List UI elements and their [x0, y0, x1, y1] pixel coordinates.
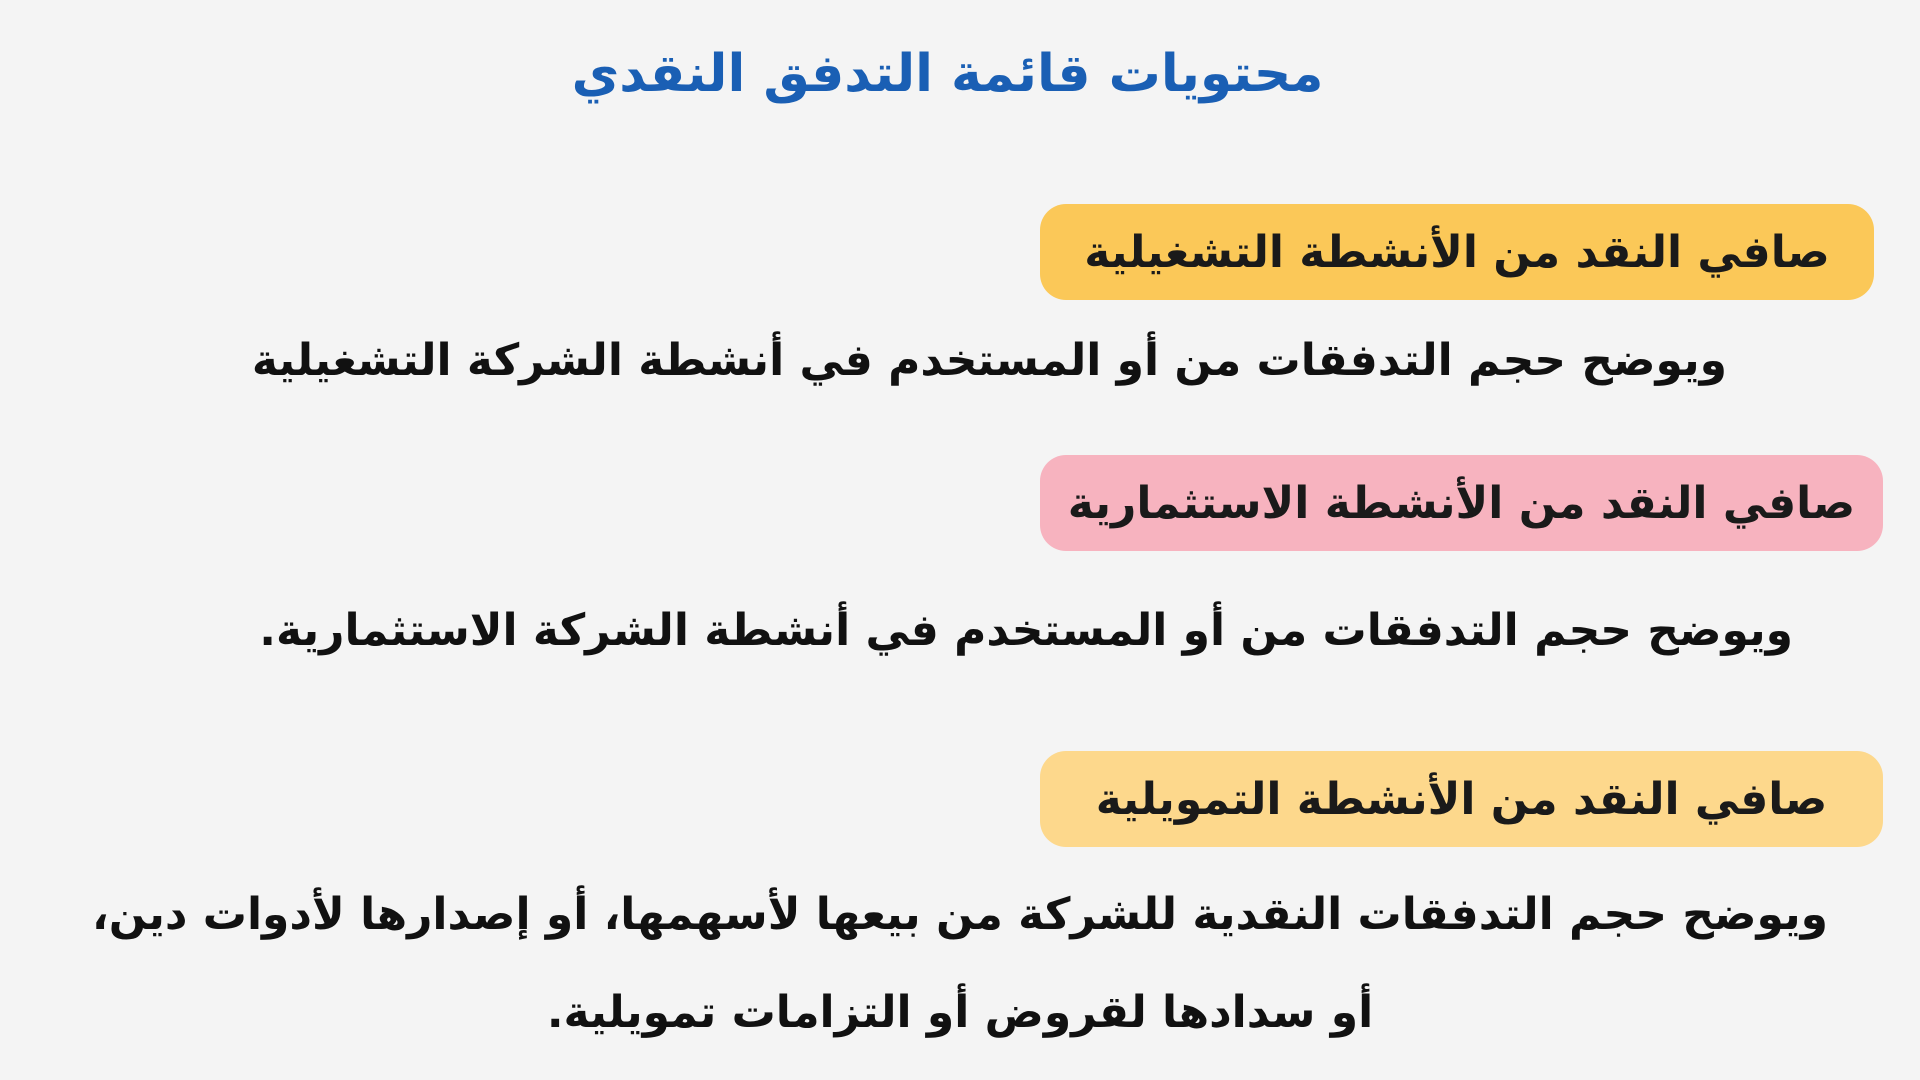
financing-activities-heading-text: صافي النقد من الأنشطة التمويلية — [1095, 773, 1828, 825]
investing-activities-heading-text: صافي النقد من الأنشطة الاستثمارية — [1067, 477, 1856, 529]
financing-activities-heading — [1040, 751, 1883, 847]
financing-description-line-1: ويوضح حجم التدفقات النقدية للشركة من بيعها لأسهمها، أو إصدارها لأدوات دين، — [92, 889, 1828, 940]
financing-description-line-2: أو سدادها لقروض أو التزامات تمويلية. — [546, 987, 1374, 1038]
slide-title: محتويات قائمة التدفق النقدي — [571, 44, 1324, 104]
investing-activities-description: ويوضح حجم التدفقات من أو المستخدم في أنشطة الشركة الاستثمارية. — [259, 605, 1793, 656]
operating-activities-heading-text: صافي النقد من الأنشطة التشغيلية — [1084, 226, 1830, 278]
financing-activities-description — [0, 866, 1920, 1062]
operating-activities-description: ويوضح حجم التدفقات من أو المستخدم في أنشطة الشركة التشغيلية — [251, 335, 1727, 386]
investing-activities-heading — [1040, 455, 1883, 551]
operating-activities-heading — [1040, 204, 1874, 300]
